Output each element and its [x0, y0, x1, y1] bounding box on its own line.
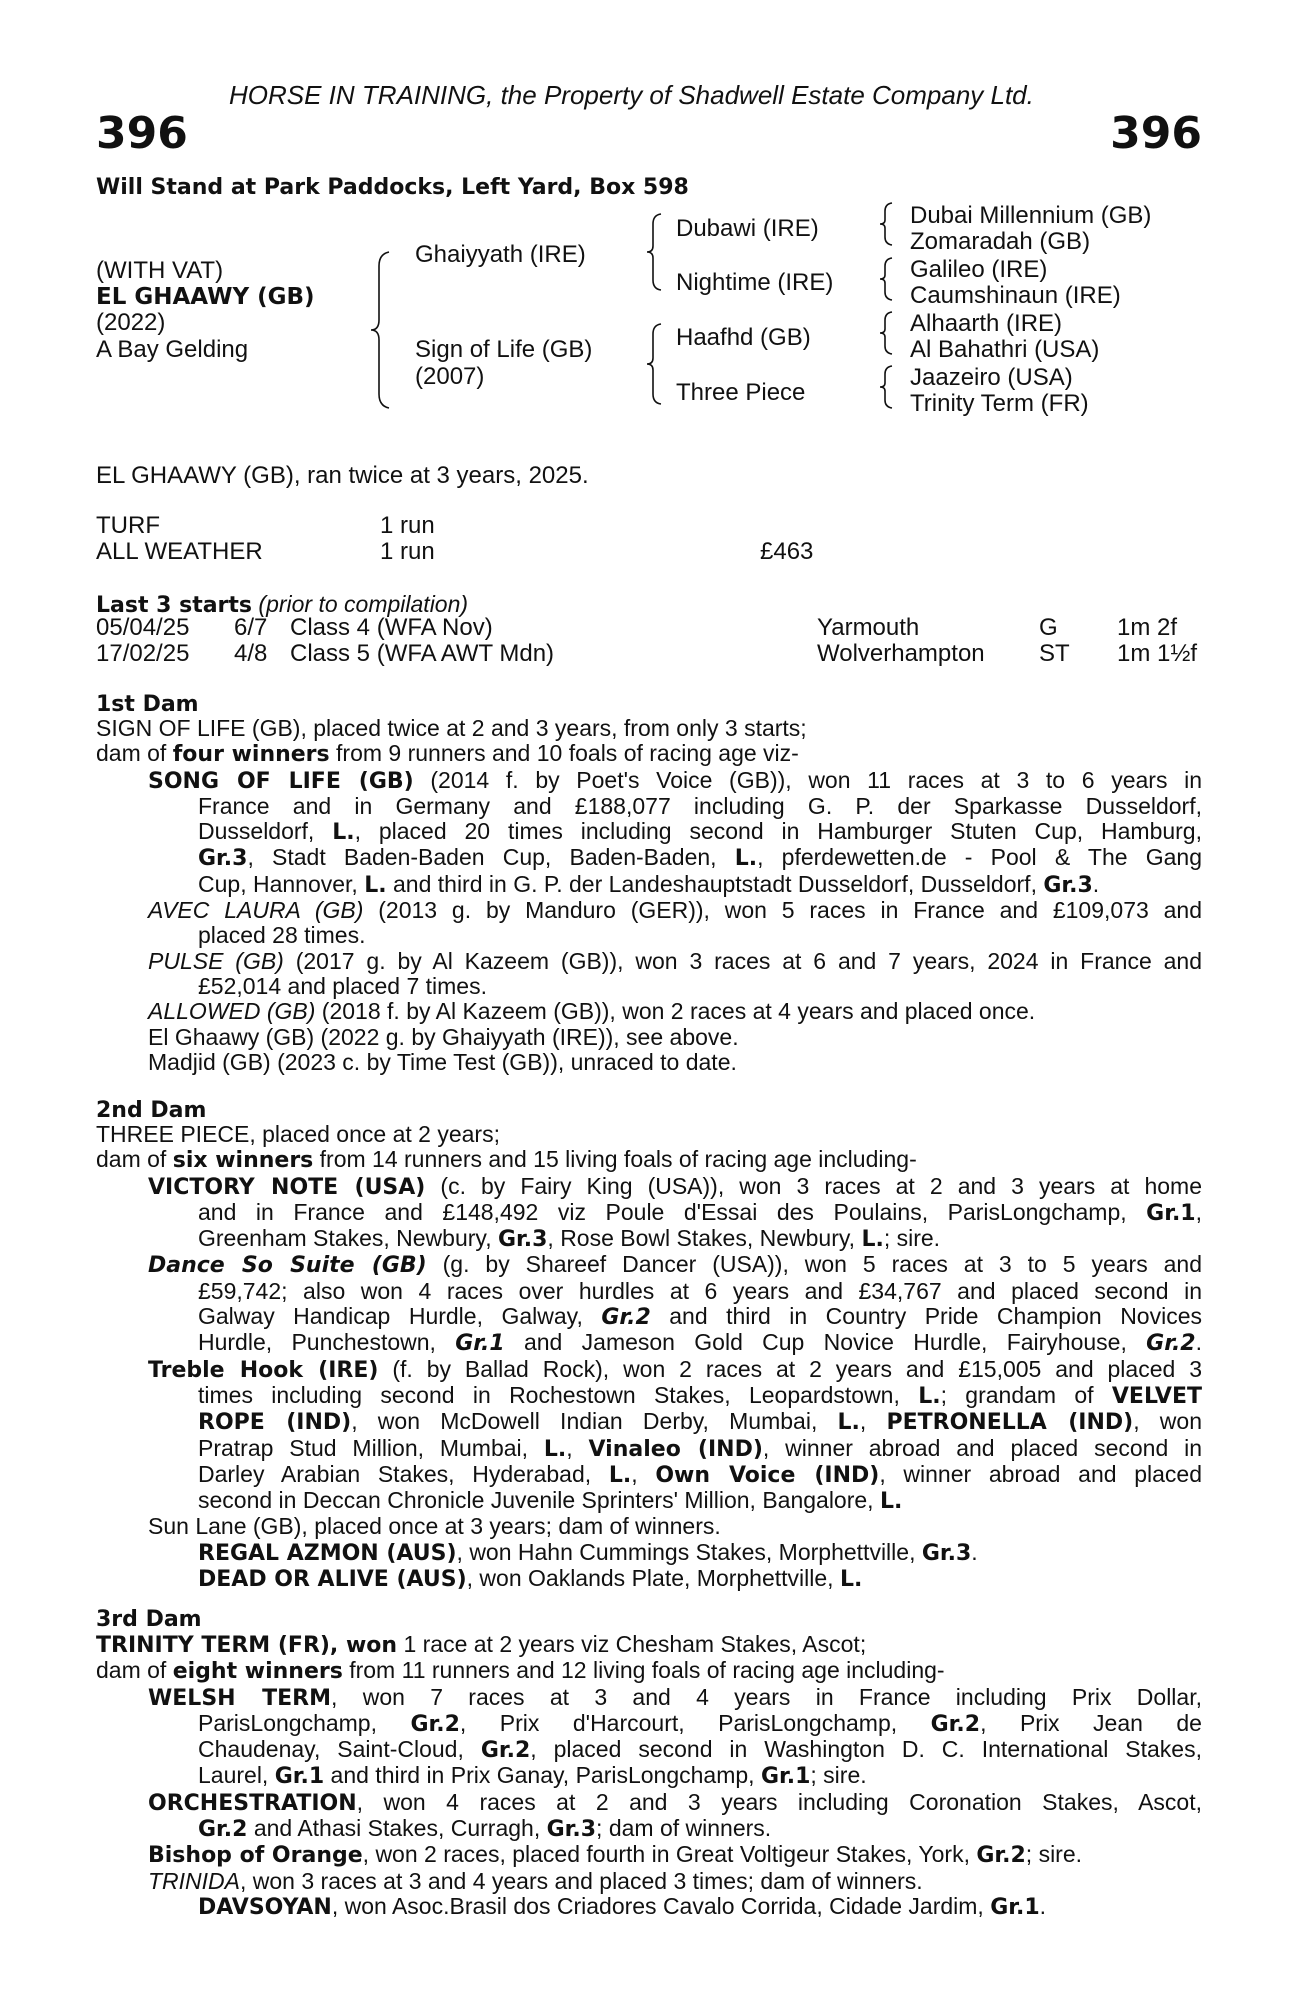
all-weather-prize: £463 [760, 538, 814, 565]
start-distance: 1m 2f [1117, 614, 1178, 641]
produce-line: ALLOWED (GB) (2018 f. by Al Kazeem (GB)), won 2 races at 4 years and placed once. [148, 998, 1036, 1025]
start-date: 17/02/25 [96, 640, 190, 667]
pedigree-g5: Alhaarth (IRE) [910, 310, 1063, 337]
produce-line: £52,014 and placed 7 times. [198, 972, 487, 999]
race-summary: EL GHAAWY (GB), ran twice at 3 years, 2025. [96, 462, 589, 489]
produce-line: Gr.3, Stadt Baden-Baden Cup, Baden-Baden, L., pferdewetten.de - Pool & The Gang [198, 844, 1202, 872]
produce-sun-lane: Sun Lane (GB), placed once at 3 years; dam of winners. [148, 1513, 721, 1540]
start-class: Class 4 (WFA Nov) [290, 614, 493, 641]
turf-label: TURF [96, 512, 160, 539]
last-starts-title: Last 3 starts [96, 593, 253, 618]
start-date: 05/04/25 [96, 614, 190, 641]
produce-line: Treble Hook (IRE) (f. by Ballad Rock), won 2 races at 2 years and £15,005 and placed 3 [148, 1355, 1202, 1383]
pedigree-brace-g1 [878, 201, 894, 247]
turf-runs: 1 run [380, 512, 435, 539]
grandchild-regal-azmon: REGAL AZMON (AUS), won Hahn Cummings Stakes, Morphettville, Gr.3. [198, 1538, 978, 1566]
first-dam-section [96, 716, 1202, 1075]
pedigree-sire-dam: Nightime (IRE) [676, 269, 834, 296]
produce-line: £59,742; also won 4 races over hurdles at 6 years and £34,767 and placed second in [198, 1277, 1202, 1304]
grandchild-dead-or-alive: DEAD OR ALIVE (AUS), won Oaklands Plate, Morphettville, L. [198, 1565, 863, 1593]
stable-location: Will Stand at Park Paddocks, Left Yard, Box 598 [96, 175, 689, 200]
pedigree-sire: Ghaiyyath (IRE) [415, 241, 586, 268]
start-going: ST [1039, 640, 1070, 667]
produce-victory-note [148, 1174, 1202, 1253]
pedigree-g1: Dubai Millennium (GB) [910, 202, 1152, 229]
start-class: Class 5 (WFA AWT Mdn) [290, 640, 555, 667]
all-weather-runs: 1 run [380, 538, 435, 565]
produce-trinida: TRINIDA, won 3 races at 3 and 4 years and placed 3 times; dam of winners. [148, 1867, 923, 1894]
produce-line: Hurdle, Punchestown, Gr.1 and Jameson Gold Cup Novice Hurdle, Fairyhouse, Gr.2. [198, 1329, 1202, 1357]
pedigree-brace-main [369, 250, 391, 410]
produce-line: WELSH TERM, won 7 races at 3 and 4 years in France including Prix Dollar, [148, 1683, 1202, 1711]
pedigree-sire-sire: Dubawi (IRE) [676, 215, 819, 242]
produce-line: ParisLongchamp, Gr.2, Prix d'Harcourt, ParisLongchamp, Gr.2, Prix Jean de [198, 1709, 1202, 1737]
second-dam-section [96, 1122, 1202, 1592]
produce-line: VICTORY NOTE (USA) (c. by Fairy King (USA)), won 3 races at 2 and 3 years at home [148, 1172, 1202, 1200]
produce-line: Galway Handicap Hurdle, Galway, Gr.2 and third in Country Pride Champion Novices [198, 1303, 1202, 1331]
pedigree-brace-g2 [878, 256, 894, 302]
pedigree-brace-g4 [878, 364, 894, 410]
produce-line: placed 28 times. [198, 922, 366, 949]
start-course: Wolverhampton [817, 640, 985, 667]
last-starts-note: (prior to compilation) [258, 591, 469, 617]
second-dam-line: THREE PIECE, placed once at 2 years; [96, 1121, 500, 1147]
lot-number-left: 396 [96, 108, 188, 159]
produce-orchestration [148, 1790, 1202, 1843]
start-position: 4/8 [234, 640, 268, 667]
pedigree-dam: Sign of Life (GB) [415, 336, 593, 363]
second-dam-heading: 2nd Dam [96, 1098, 207, 1123]
produce-song-of-life [148, 768, 1202, 898]
produce-dance-so-suite [148, 1252, 1202, 1356]
horse-description: A Bay Gelding [96, 336, 249, 363]
produce-el-ghaawy: El Ghaawy (GB) (2022 g. by Ghaiyyath (IRE)), see above. [148, 1023, 739, 1050]
produce-line: SONG OF LIFE (GB) (2014 f. by Poet's Voice (GB)), won 11 races at 3 to 6 years in [148, 766, 1203, 794]
produce-line: Dance So Suite (GB) (g. by Shareef Dancer (USA)), won 5 races at 3 to 5 years and [148, 1251, 1203, 1279]
pedigree-g6: Al Bahathri (USA) [910, 336, 1100, 363]
produce-line: Pratrap Stud Million, Mumbai, L., Vinaleo (IND), winner abroad and placed second in [198, 1434, 1202, 1462]
lot-number-right: 396 [1110, 108, 1202, 159]
produce-line: ROPE (IND), won McDowell Indian Derby, Mumbai, L., PETRONELLA (IND), won [198, 1408, 1202, 1436]
all-weather-label: ALL WEATHER [96, 538, 263, 565]
produce-line: Cup, Hannover, L. and third in G. P. der Landeshauptstadt Dusseldorf, Dusseldorf, Gr.3. [198, 870, 1100, 898]
produce-line: Laurel, Gr.1 and third in Prix Ganay, ParisLongchamp, Gr.1; sire. [198, 1762, 867, 1790]
pedigree-brace-sire [645, 212, 663, 292]
start-position: 6/7 [234, 614, 268, 641]
third-dam-line: dam of eight winners from 11 runners and 12 living foals of racing age including- [96, 1657, 945, 1685]
produce-line: times including second in Rochestown Stakes, Leopardstown, L.; grandam of VELVET [198, 1381, 1202, 1409]
pedigree-g3: Galileo (IRE) [910, 256, 1048, 283]
third-dam-line: TRINITY TERM (FR), won 1 race at 2 years viz Chesham Stakes, Ascot; [96, 1631, 867, 1658]
start-distance: 1m 1½f [1117, 640, 1198, 667]
produce-line: Greenham Stakes, Newbury, Gr.3, Rose Bowl Stakes, Newbury, L.; sire. [198, 1225, 941, 1253]
pedigree-brace-g3 [878, 310, 894, 356]
pedigree-g4: Caumshinaun (IRE) [910, 282, 1121, 309]
vat-note: (WITH VAT) [96, 257, 224, 284]
horse-name: EL GHAAWY (GB) [96, 284, 315, 310]
produce-line: and in France and £148,492 viz Poule d'Essai des Poulains, ParisLongchamp, Gr.1, [198, 1198, 1202, 1226]
produce-line: PULSE (GB) (2017 g. by Al Kazeem (GB)), won 3 races at 6 and 7 years, 2024 in France and [148, 947, 1202, 974]
horse-year: (2022) [96, 309, 166, 336]
pedigree-g2: Zomaradah (GB) [910, 228, 1091, 255]
second-dam-line: dam of six winners from 14 runners and 15 living foals of racing age including- [96, 1146, 917, 1174]
produce-line: ORCHESTRATION, won 4 races at 2 and 3 years including Coronation Stakes, Ascot, [148, 1788, 1202, 1816]
grandchild-davsoyan: DAVSOYAN, won Asoc.Brasil dos Criadores Cavalo Corrida, Cidade Jardim, Gr.1. [198, 1892, 1047, 1920]
start-course: Yarmouth [817, 614, 920, 641]
produce-allowed [148, 999, 1202, 1024]
produce-treble-hook [148, 1357, 1202, 1515]
pedigree-dam-sire: Haafhd (GB) [676, 324, 811, 351]
first-dam-line: dam of four winners from 9 runners and 10 foals of racing age viz- [96, 740, 799, 768]
third-dam-section [96, 1632, 1202, 1920]
produce-line: Chaudenay, Saint-Cloud, Gr.2, placed second in Washington D. C. International Stakes, [198, 1736, 1202, 1764]
pedigree-g7: Jaazeiro (USA) [910, 364, 1073, 391]
first-dam-line: SIGN OF LIFE (GB), placed twice at 2 and 3 years, from only 3 starts; [96, 715, 807, 741]
third-dam-heading: 3rd Dam [96, 1607, 202, 1632]
produce-avec-laura [148, 898, 1202, 949]
produce-welsh-term [148, 1685, 1202, 1790]
page-header-title: HORSE IN TRAINING, the Property of Shadwell Estate Company Ltd. [229, 80, 1034, 110]
produce-line: Darley Arabian Stakes, Hyderabad, L., Own Voice (IND), winner abroad and placed [198, 1460, 1202, 1488]
pedigree-brace-dam [645, 322, 663, 406]
pedigree-g8: Trinity Term (FR) [910, 390, 1089, 417]
produce-bishop-of-orange: Bishop of Orange, won 2 races, placed fourth in Great Voltigeur Stakes, York, Gr.2; sire. [148, 1841, 1083, 1869]
produce-madjid: Madjid (GB) (2023 c. by Time Test (GB)), unraced to date. [148, 1048, 737, 1075]
pedigree-dam-dam: Three Piece [676, 379, 806, 406]
pedigree-dam-year: (2007) [415, 363, 485, 390]
start-going: G [1039, 614, 1058, 641]
produce-line: Dusseldorf, L., placed 20 times including second in Hamburger Stuten Cup, Hamburg, [198, 818, 1202, 846]
produce-line: Gr.2 and Athasi Stakes, Curragh, Gr.3; dam of winners. [198, 1815, 772, 1843]
first-dam-heading: 1st Dam [96, 692, 199, 717]
produce-line: AVEC LAURA (GB) (2013 g. by Manduro (GER)), won 5 races in France and £109,073 and [148, 897, 1202, 924]
produce-line: France and in Germany and £188,077 including G. P. der Sparkasse Dusseldorf, [198, 792, 1202, 819]
produce-line: second in Deccan Chronicle Juvenile Sprinters' Million, Bangalore, L. [198, 1487, 903, 1515]
produce-pulse [148, 949, 1202, 1000]
